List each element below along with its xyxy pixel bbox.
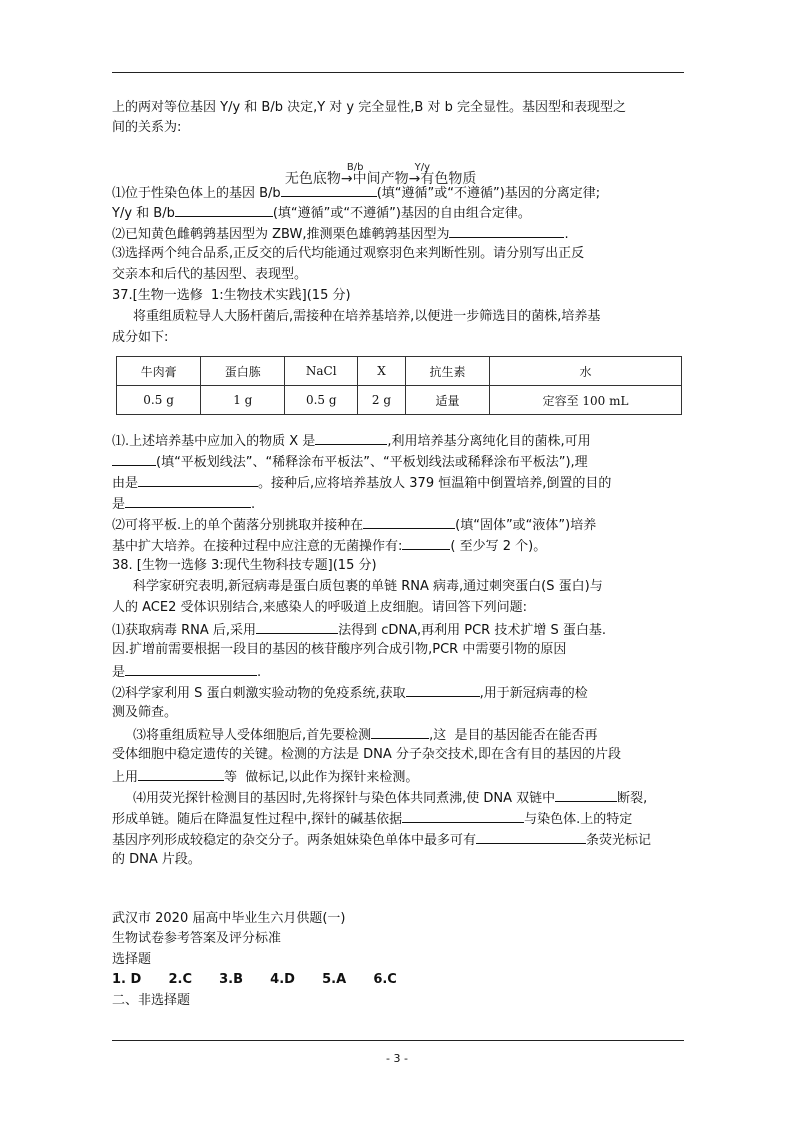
q38-line: ⑵科学家利用 S 蛋白刺激实验动物的免疫系统,获取 ,用于新冠病毒的检: [112, 683, 588, 703]
page-number: - 3 -: [386, 1052, 408, 1065]
table-cell: 0.5 g: [285, 386, 358, 415]
q37-p2: 基中扩大培养。在接种过程中应注意的无菌操作有: ( 至少写 2 个)。: [112, 536, 546, 556]
text-line: 间的关系为:: [112, 120, 182, 135]
substrate-label: 无色底物: [284, 171, 341, 187]
q38-line: 科学家研究表明,新冠病毒是蛋白质包裹的单链 RNA 病毒,通过刺突蛋白(S 蛋白)与: [133, 579, 603, 594]
q38-line: 的 DNA 片段。: [112, 852, 201, 867]
table-header-cell: 牛肉膏: [117, 357, 201, 386]
intermediate-label: 中间产物: [352, 171, 409, 187]
bottom-rule: [112, 1040, 684, 1041]
q38-line: ⑶将重组质粒导人受体细胞后,首先要检测 ,这 是目的基因能否在能否再: [133, 725, 598, 745]
answers-items: 1. D 2.C 3.B 4.D 5.A 6.C: [112, 972, 397, 987]
arrow-label: Y/y: [414, 162, 431, 173]
q37-intro: 将重组质粒导人大肠杆菌后,需接种在培养基培养,以便进一步筛选目的菌株,培养基: [133, 309, 601, 324]
arrow-icon: B/b →: [340, 162, 364, 187]
table-header-cell: X: [358, 357, 406, 386]
table-header-cell: 抗生素: [405, 357, 489, 386]
answers-section: 二、非选择题: [112, 993, 191, 1008]
media-table: [116, 356, 682, 415]
q37-p1: 是 .: [112, 494, 255, 514]
table-cell: 定容至 100 mL: [490, 386, 682, 415]
table-cell: 2 g: [358, 386, 406, 415]
q38-line: 上用 等 做标记,以此作为探针来检测。: [112, 767, 418, 787]
q36-line-3: ⑵已知黄色雌鹌鹑基因型为 ZBW,推测栗色雄鹌鹑基因型为 .: [112, 224, 569, 244]
q37-p2: ⑵可将平板.上的单个菌落分别挑取并接种在 (填“固体”或“液体”)培养: [112, 515, 596, 535]
q37-p1: 由是 。接种后,应将培养基放人 379 恒温箱中倒置培养,倒置的目的: [112, 473, 611, 493]
q38-line: 基因序列形成较稳定的杂交分子。两条姐妹染色单体中最多可有 条荧光标记: [112, 830, 651, 850]
arrow-icon: Y/y →: [408, 162, 431, 187]
text-line: 上的两对等位基因 Y/y 和 B/b 决定,Y 对 y 完全显性,B 对 b 完全显性。基因型和表现型之: [112, 100, 626, 115]
q38-title: 38. [生物一选修 3:现代生物科技专题](15 分): [112, 558, 377, 573]
arrow-label: B/b: [346, 162, 364, 173]
q36-line-2: Y/y 和 B/b (填“遵循”或“不遵循”)基因的自由组合定律。: [112, 203, 531, 223]
table-cell: 适量: [405, 386, 489, 415]
table-header-cell: 蛋白胨: [201, 357, 285, 386]
table-cell: 0.5 g: [117, 386, 201, 415]
q38-line: ⑷用荧光探针检测目的基因时,先将探针与染色体共同煮沸,使 DNA 双链中 断裂,: [133, 788, 647, 808]
answers-heading: 武汉市 2020 届高中毕业生六月供题(一): [112, 911, 346, 926]
q37-intro: 成分如下:: [112, 330, 169, 345]
product-label: 有色物质: [420, 171, 477, 187]
table-cell: 1 g: [201, 386, 285, 415]
q38-line: ⑴获取病毒 RNA 后,采用 法得到 cDNA,再利用 PCR 技术扩增 S 蛋白基.: [112, 620, 606, 640]
q38-line: 受体细胞中稳定遗传的关键。检测的方法是 DNA 分子杂交技术,即在含有目的基因的片段: [112, 747, 622, 762]
q36-line-5: 交亲本和后代的基因型、表现型。: [112, 267, 308, 282]
answers-heading: 生物试卷参考答案及评分标准: [112, 931, 282, 946]
q38-line: 人的 ACE2 受体识别结合,来感染人的呼吸道上皮细胞。请回答下列问题:: [112, 600, 528, 615]
q38-line: 测及筛查。: [112, 705, 178, 720]
q37-title: 37.[生物一选修 1:生物技术实践](15 分): [112, 288, 351, 303]
q37-p1: (填“平板划线法”、“稀释涂布平板法”、“平板划线法或稀释涂布平板法”),理: [112, 452, 588, 472]
top-rule: [112, 72, 684, 73]
table-row: [117, 386, 682, 415]
table-header-cell: NaCl: [285, 357, 358, 386]
answers-section: 选择题: [112, 952, 152, 967]
table-header-cell: 水: [490, 357, 682, 386]
q36-line-4: ⑶选择两个纯合品系,正反交的后代均能通过观察羽色来判断性别。请分别写出正反: [112, 246, 585, 261]
q36-line-1: ⑴位于性染色体上的基因 B/b (填“遵循”或“不遵循”)基因的分离定律;: [112, 183, 600, 203]
q38-line: 是 .: [112, 662, 261, 682]
q37-p1: ⑴.上述培养基中应加入的物质 X 是 ,利用培养基分离纯化目的菌株,可用: [112, 431, 591, 451]
table-row: [117, 357, 682, 386]
q38-line: 形成单链。随后在降温复性过程中,探针的碱基依据 与染色体.上的特定: [112, 809, 632, 829]
q38-line: 因.扩增前需要根据一段目的基因的核苷酸序列合成引物,PCR 中需要引物的原因: [112, 642, 567, 657]
